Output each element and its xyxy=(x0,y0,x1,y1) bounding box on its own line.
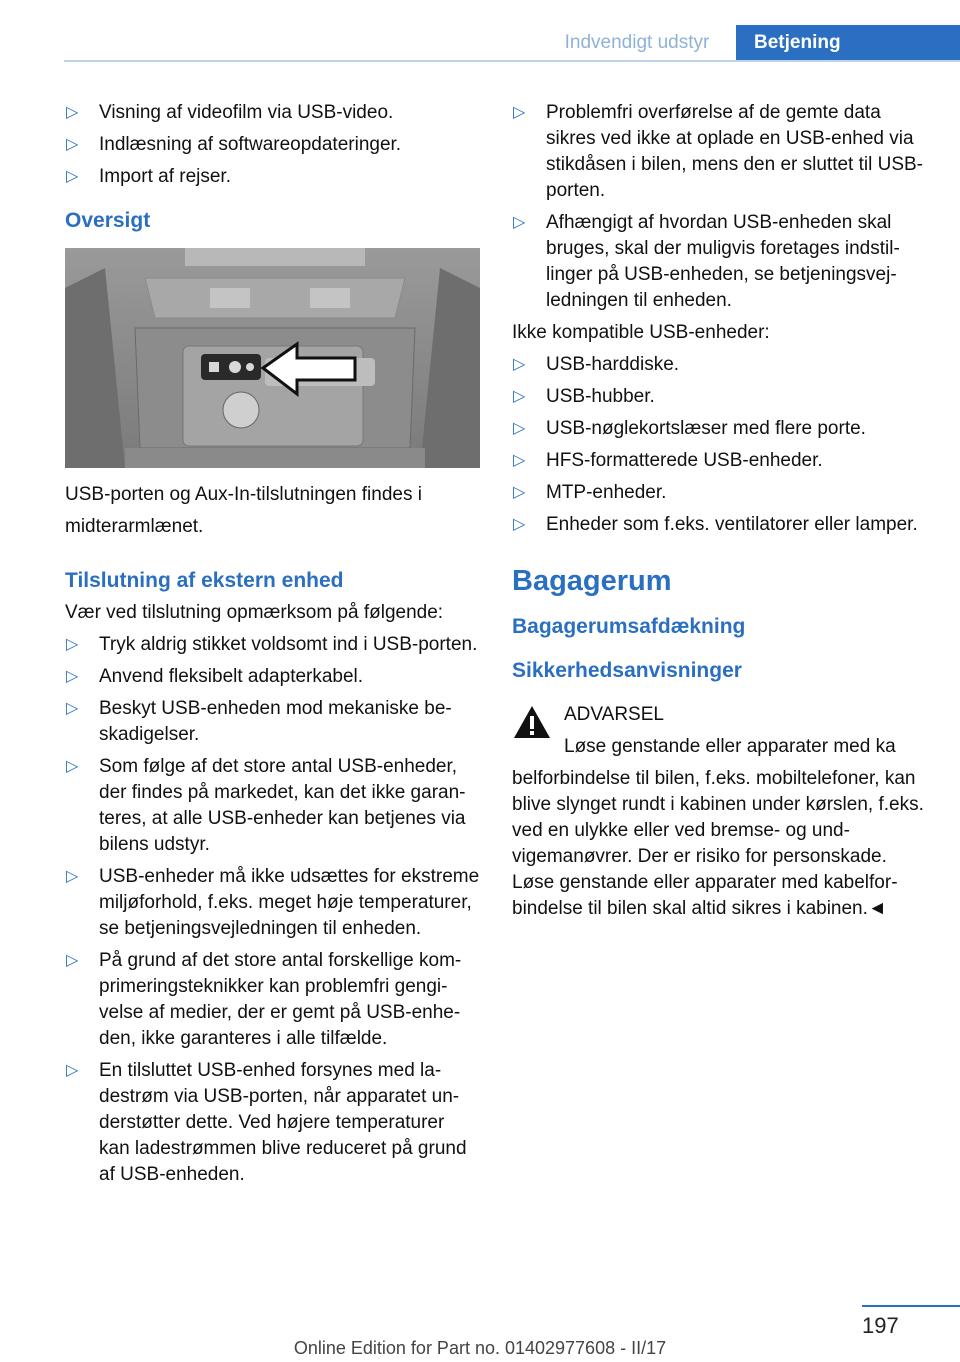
left-column xyxy=(65,100,480,1194)
triangle-bullet-icon: ▷ xyxy=(66,168,79,185)
incompatible-intro: Ikke kompatible USB-enheder: xyxy=(512,322,770,343)
list-item: ▷ Tryk aldrig stikket voldsomt ind i USB-porten. xyxy=(65,632,480,658)
triangle-bullet-icon: ▷ xyxy=(513,516,526,533)
warning-triangle-icon xyxy=(512,704,552,740)
footer-divider xyxy=(862,1305,960,1307)
list-item: ▷ På grund af det store antal forskellige komprimeringsteknikker kan problemfri gengivelse af medier, der er gemt på USB-enheden, ikke garanteres i alle tilfælde. xyxy=(66,950,462,1049)
trunk-heading: Bagagerum xyxy=(512,565,672,597)
triangle-bullet-icon: ▷ xyxy=(513,484,526,501)
right-column xyxy=(512,100,932,928)
triangle-bullet-icon: ▷ xyxy=(66,668,79,685)
page-number: 197 xyxy=(862,1313,899,1338)
top-bullet-list xyxy=(65,100,480,190)
safety-heading: Sikkerhedsanvisninger xyxy=(512,659,742,682)
list-item: ▷ HFS-formatterede USB-enheder. xyxy=(512,448,932,474)
photo-caption-line1: USB-porten og Aux-In-tilslutningen findes i xyxy=(65,484,422,505)
triangle-bullet-icon: ▷ xyxy=(513,420,526,437)
triangle-bullet-icon: ▷ xyxy=(66,136,79,153)
list-item: ▷ USB-enheder må ikke udsættes for ekstreme miljøforhold, f.eks. meget høje temperaturer, se betjeningsvejledningen til enheden. xyxy=(66,866,480,939)
list-item: ▷ En tilsluttet USB-enhed forsynes med ladestrøm via USB-porten, når apparatet understøtter dette. Ved højere temperaturer kan ladestrømmen blive reduceret på grund af USB-enheden. xyxy=(66,1060,467,1185)
warning-text: belforbindelse til bilen, f.eks. mobiltelefoner, kan blive slynget rundt i kabinen under kørslen, f.eks. ved en ulykke eller ved bremse- og undvigemanøvrer. Der er risiko for personskade. Løse genstande eller apparater med kabelforbindelse til bilen skal altid sikres i kabinen.◄ xyxy=(512,768,924,919)
connect-intro: Vær ved tilslutning opmærksom på følgende: xyxy=(65,602,444,623)
triangle-bullet-icon: ▷ xyxy=(513,388,526,405)
triangle-bullet-icon: ▷ xyxy=(513,452,526,469)
triangle-bullet-icon: ▷ xyxy=(513,356,526,373)
list-item: ▷ USB-harddiske. xyxy=(512,352,932,378)
list-item: ▷ MTP-enheder. xyxy=(512,480,932,506)
warning-title: ADVARSEL xyxy=(564,704,664,725)
list-item: ▷ Problemfri overførelse af de gemte data sikres ved ikke at oplade en USB-enhed via stikdåsen i bilen, mens den er sluttet til USB-porten. xyxy=(513,102,924,201)
list-item: ▷ Beskyt USB-enheden mod mekaniske beskadigelser. xyxy=(66,698,452,745)
warning-text-first: Løse genstande eller apparater med ka xyxy=(564,736,896,757)
list-item: ▷ USB-hubber. xyxy=(512,384,932,410)
header-section-tab[interactable]: Indvendigt udstyr xyxy=(564,32,710,53)
list-item: ▷ USB-nøglekortslæser med flere porte. xyxy=(512,416,932,442)
photo-caption-line2: midterarmlænet. xyxy=(65,516,204,537)
list-item: ▷ Som følge af det store antal USB-enheder, der findes på markedet, kan det ikke garanteres, at alle USB-enheder kan betjenes via bilens udstyr. xyxy=(66,756,466,855)
list-item: ▷ Afhængigt af hvordan USB-enheden skal bruges, skal der muligvis foretages indstillinger på USB-enheden, se betjeningsvejledningen til enheden. xyxy=(513,212,900,311)
warning-block xyxy=(512,702,932,922)
list-item: ▷ Visning af videofilm via USB-video. xyxy=(65,100,480,126)
triangle-bullet-icon: ▷ xyxy=(66,104,79,121)
usb-port-photo xyxy=(65,248,480,468)
list-item: ▷ Indlæsning af softwareopdateringer. xyxy=(65,132,480,158)
header-divider xyxy=(64,60,960,62)
triangle-bullet-icon: ▷ xyxy=(513,104,526,121)
header-chapter-tab[interactable]: Betjening xyxy=(736,25,960,62)
connect-bullet-list xyxy=(65,632,480,1188)
triangle-bullet-icon: ▷ xyxy=(66,700,79,717)
connect-heading: Tilslutning af ekstern enhed xyxy=(65,569,344,592)
incompatible-list xyxy=(512,352,932,538)
triangle-bullet-icon: ▷ xyxy=(66,868,79,885)
trunk-cover-heading: Bagagerumsafdækning xyxy=(512,615,746,638)
triangle-bullet-icon: ▷ xyxy=(66,636,79,653)
list-item: ▷ Import af rejser. xyxy=(65,164,480,190)
edition-footer: Online Edition for Part no. 01402977608 - II/17 xyxy=(293,1338,667,1358)
list-item: ▷ Enheder som f.eks. ventilatorer eller lamper. xyxy=(512,512,932,538)
triangle-bullet-icon: ▷ xyxy=(66,952,79,969)
triangle-bullet-icon: ▷ xyxy=(66,758,79,775)
list-item: ▷ Anvend fleksibelt adapterkabel. xyxy=(65,664,480,690)
triangle-bullet-icon: ▷ xyxy=(66,1062,79,1079)
overview-heading: Oversigt xyxy=(65,209,151,232)
usb-notes-list xyxy=(512,100,932,314)
triangle-bullet-icon: ▷ xyxy=(513,214,526,231)
